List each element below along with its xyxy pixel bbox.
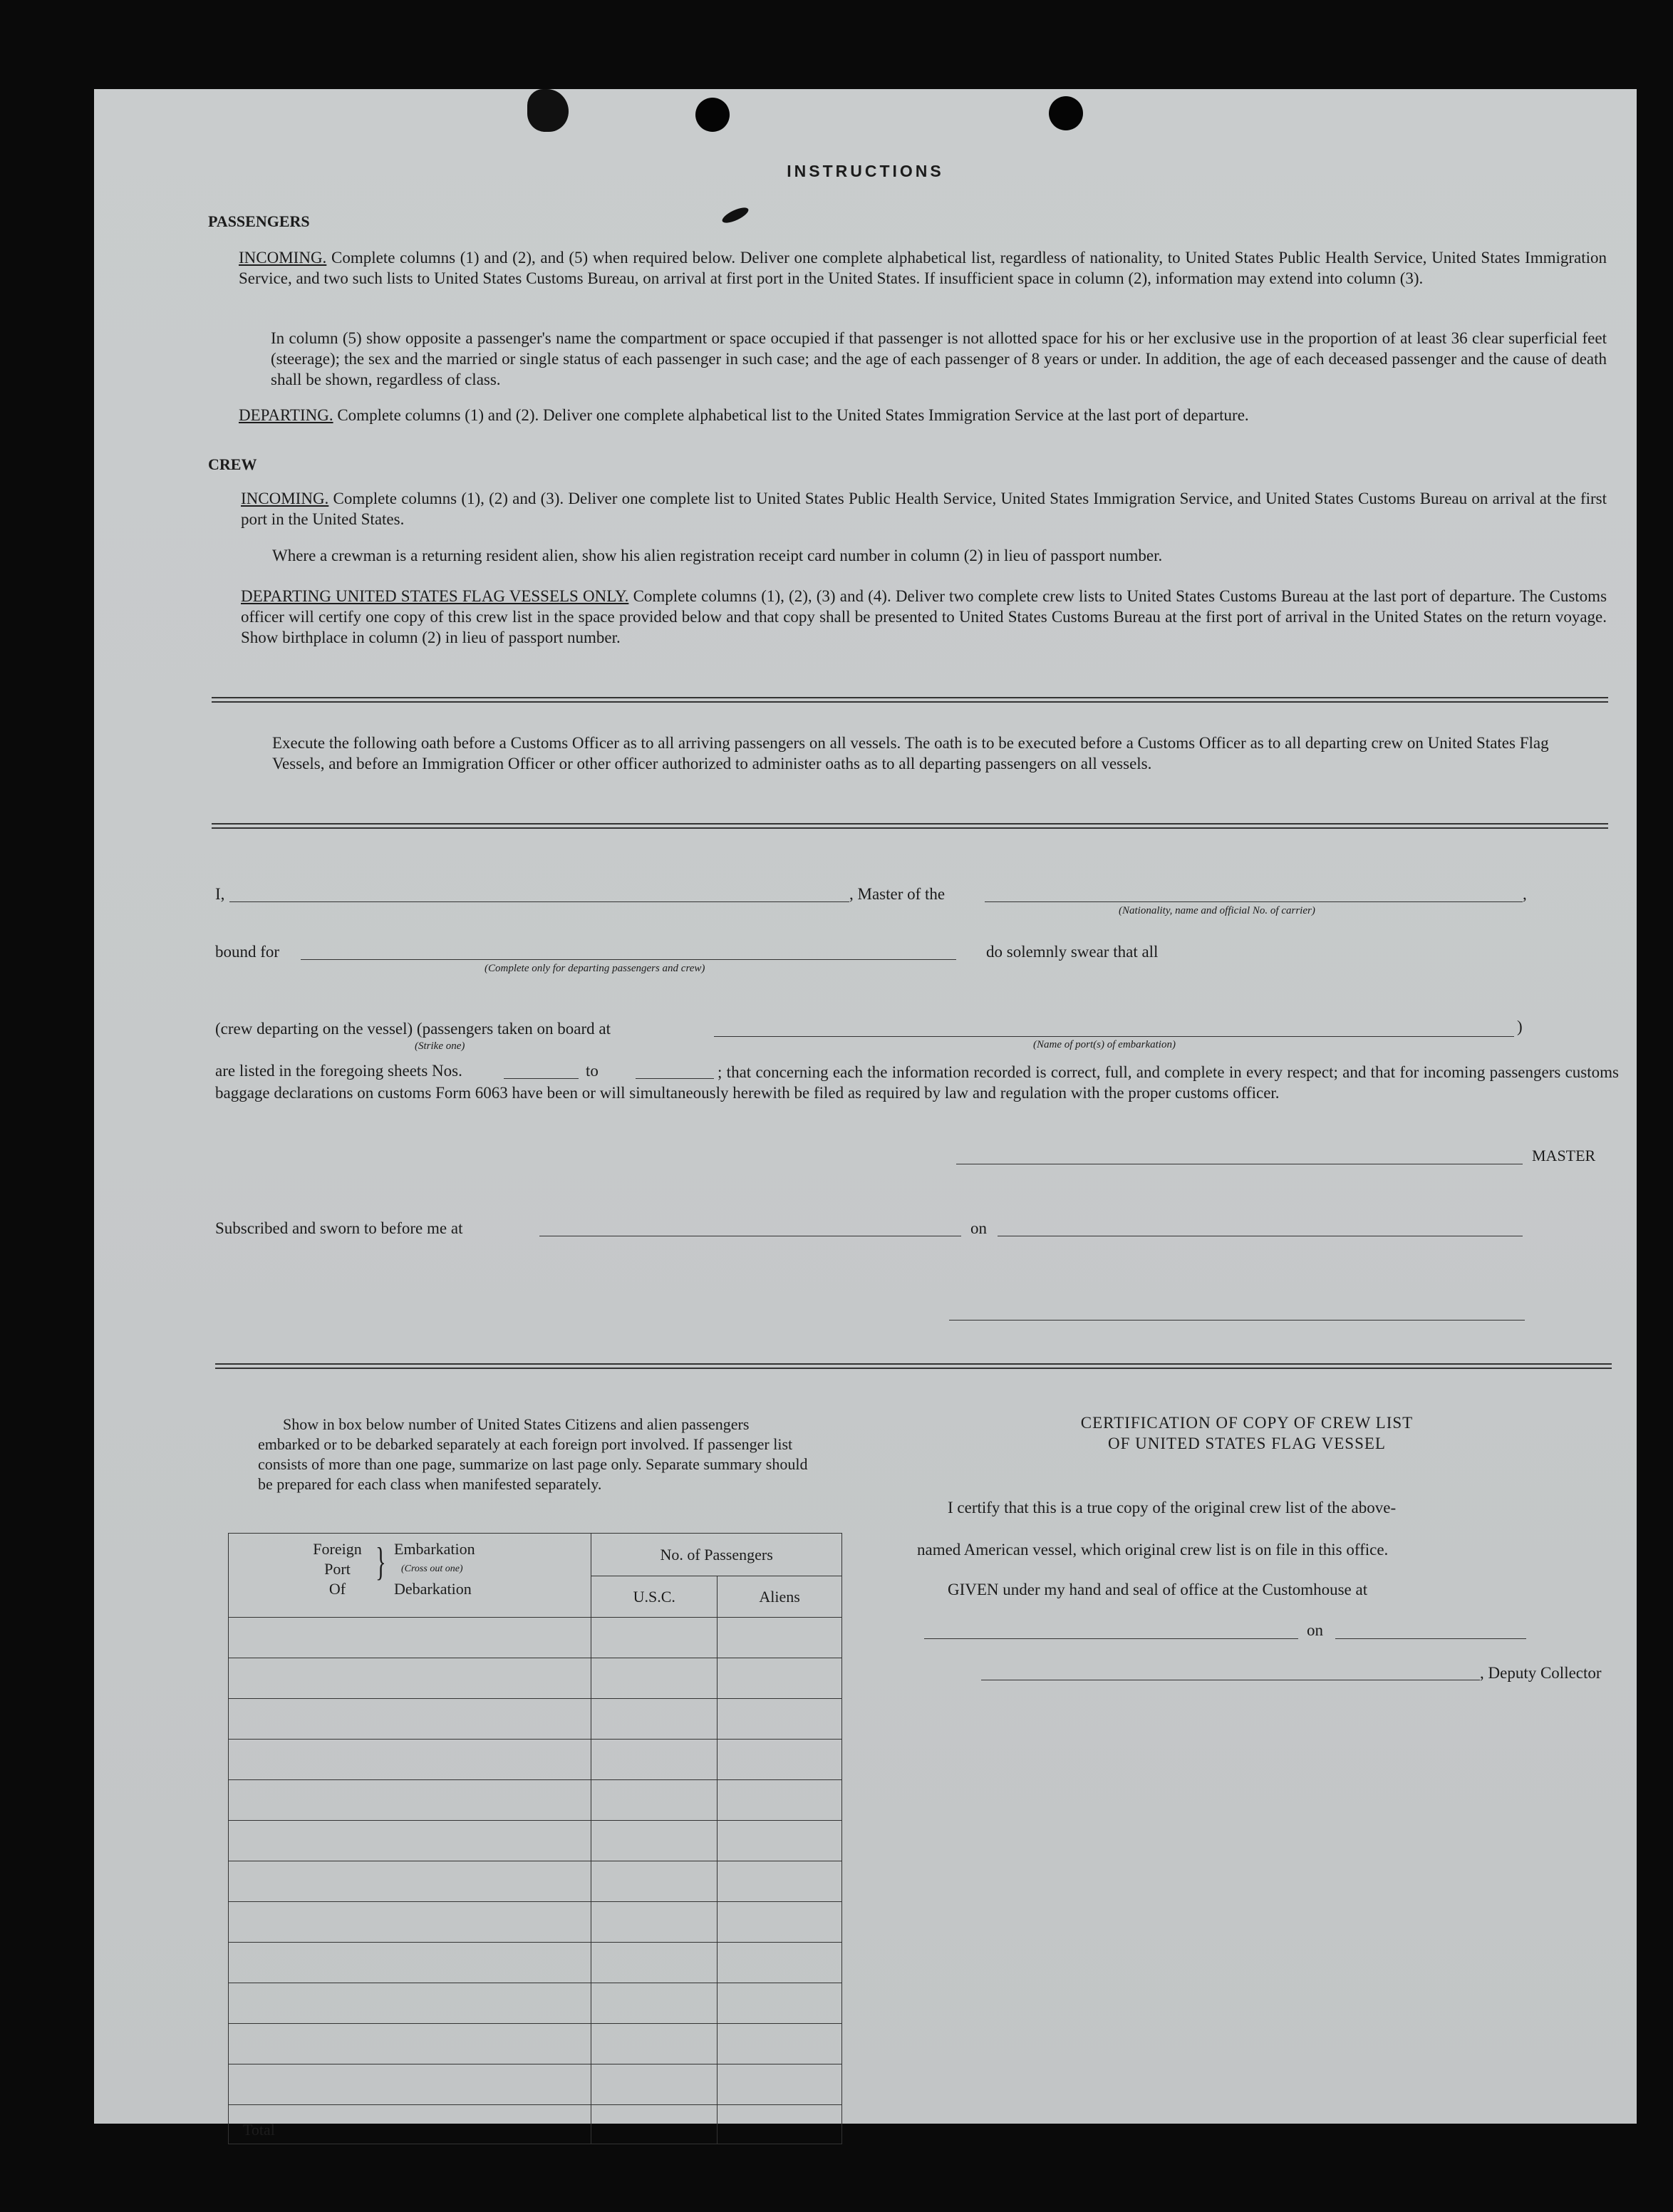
oath-i-label: I, bbox=[215, 885, 225, 903]
aliens-cell[interactable] bbox=[718, 1983, 842, 2024]
embarkation-port-field[interactable] bbox=[714, 1036, 1514, 1037]
port-cell[interactable] bbox=[229, 1943, 591, 1983]
embarkation-port-end: ) bbox=[1517, 1018, 1523, 1035]
bound-for-caption: (Complete only for departing passengers and crew) bbox=[485, 963, 705, 974]
usc-cell[interactable] bbox=[591, 1699, 718, 1740]
col-foreign: Foreign bbox=[313, 1540, 362, 1558]
bound-for-label: bound for bbox=[215, 943, 280, 961]
form-sheet bbox=[94, 89, 1637, 2139]
aliens-cell[interactable] bbox=[718, 1699, 842, 1740]
col-of: Of bbox=[328, 1580, 346, 1598]
total-aliens-cell[interactable] bbox=[718, 2105, 842, 2144]
crew-incoming-text: Complete columns (1), (2) and (3). Deliver one complete list to United States Public Health Service, United States Immigration Service, and United States Customs Bureau on arrival at the first port in the United States. bbox=[241, 490, 1607, 528]
usc-cell[interactable] bbox=[591, 2064, 718, 2105]
total-label: Total bbox=[243, 2121, 275, 2139]
col-aliens: Aliens bbox=[718, 1576, 842, 1618]
carrier-caption: (Nationality, name and official No. of carrier) bbox=[1119, 905, 1315, 916]
usc-cell[interactable] bbox=[591, 1902, 718, 1943]
passengers-incoming-label: INCOMING. bbox=[239, 249, 327, 267]
deputy-collector-label: , Deputy Collector bbox=[1480, 1664, 1602, 1682]
passengers-heading: PASSENGERS bbox=[208, 212, 310, 230]
total-label-cell bbox=[229, 2105, 591, 2144]
bound-for-field[interactable] bbox=[301, 959, 956, 960]
passengers-column5: In column (5) show opposite a passenger's name the compartment or space occupied if that passenger is not allotted space for his or her exclusive use in the proportion of at least 36 clear superficial feet (steerage); the sex and the married or single status of each passenger in such case; and the age of each passenger of 8 years or under. In addition, the age of each deceased passenger and the cause of death shall be shown, regardless of class. bbox=[271, 329, 1607, 388]
punch-hole-right bbox=[1049, 96, 1083, 130]
port-cell[interactable] bbox=[229, 2064, 591, 2105]
usc-cell[interactable] bbox=[591, 1780, 718, 1821]
passengers-departing-label: DEPARTING. bbox=[239, 406, 333, 424]
usc-cell[interactable] bbox=[591, 1861, 718, 1902]
crew-departing-text: Complete columns (1), (2), (3) and (4). Deliver two complete crew lists to United States Customs Bureau at the last port of departure. The Customs officer will certify one copy of this crew list in the space provided below and that copy shall be presented to United States Customs Bureau at the first port of arrival in the United States on the return voyage. Show birthplace in column (2) in lieu of passport number. bbox=[241, 587, 1607, 646]
aliens-cell[interactable] bbox=[718, 1943, 842, 1983]
crew-incoming bbox=[241, 488, 1607, 529]
aliens-cell[interactable] bbox=[718, 1821, 842, 1861]
port-cell[interactable] bbox=[229, 1821, 591, 1861]
passenger-summary-table bbox=[228, 1533, 842, 2144]
cert-date-field[interactable] bbox=[1335, 1638, 1526, 1639]
aliens-cell[interactable] bbox=[718, 2024, 842, 2064]
strike-one-caption: (Strike one) bbox=[415, 1040, 465, 1052]
port-cell[interactable] bbox=[229, 1780, 591, 1821]
col-usc: U.S.C. bbox=[591, 1576, 718, 1618]
passengers-departing-text: Complete columns (1) and (2). Deliver one complete alphabetical list to the United States Immigration Service at the last port of departure. bbox=[337, 406, 1249, 424]
master-name-field[interactable] bbox=[229, 901, 849, 902]
master-label: MASTER bbox=[1532, 1147, 1596, 1164]
subscribed-label: Subscribed and sworn to before me at bbox=[215, 1219, 463, 1237]
usc-cell[interactable] bbox=[591, 1943, 718, 1983]
customhouse-field[interactable] bbox=[924, 1638, 1298, 1639]
usc-cell[interactable] bbox=[591, 1618, 718, 1658]
summary-instructions: Show in box below number of United States Citizens and alien passengers embarked or to be debarked separately at each foreign port involved. If passenger list consists of more than one page, summarize on last page only. Separate summary should be prepared for each class when manifested separately. bbox=[258, 1415, 808, 1493]
divider-3 bbox=[215, 1363, 1612, 1369]
officer-signature-field[interactable] bbox=[949, 1320, 1525, 1321]
sworn-on-label: on bbox=[970, 1219, 987, 1237]
given-text: GIVEN under my hand and seal of office at the Customhouse at bbox=[948, 1581, 1368, 1598]
aliens-cell[interactable] bbox=[718, 1780, 842, 1821]
aliens-cell[interactable] bbox=[718, 1618, 842, 1658]
aliens-cell[interactable] bbox=[718, 2064, 842, 2105]
listed-prefix: are listed in the foregoing sheets Nos. bbox=[215, 1062, 462, 1080]
carrier-field[interactable] bbox=[985, 901, 1523, 902]
certify-line2: named American vessel, which original crew list is on file in this office. bbox=[917, 1541, 1389, 1559]
master-of-label: , Master of the bbox=[849, 885, 946, 903]
ink-mark bbox=[720, 205, 750, 226]
carrier-field-end: , bbox=[1523, 885, 1527, 903]
crew-departing bbox=[241, 586, 1607, 648]
passengers-departing bbox=[239, 405, 1607, 425]
aliens-cell[interactable] bbox=[718, 1861, 842, 1902]
port-cell[interactable] bbox=[229, 1861, 591, 1902]
crew-departing-label: DEPARTING UNITED STATES FLAG VESSELS ONLY. bbox=[241, 587, 629, 605]
passengers-incoming-text: Complete columns (1) and (2), and (5) when required below. Deliver one complete alphabetical list, regardless of nationality, to United States Public Health Service, United States Immigration Service, and two such lists to United States Customs Bureau, on arrival at first port in the United States. If insufficient space in column (2), information may extend into column (3). bbox=[239, 249, 1607, 287]
certification-title-line2: OF UNITED STATES FLAG VESSEL bbox=[1108, 1435, 1386, 1452]
crew-heading: CREW bbox=[208, 455, 257, 473]
listed-to: to bbox=[586, 1062, 599, 1080]
col-cross-out: (Cross out one) bbox=[401, 1564, 463, 1574]
col-debarkation: Debarkation bbox=[394, 1580, 472, 1598]
port-cell[interactable] bbox=[229, 1740, 591, 1780]
divider-2 bbox=[212, 823, 1608, 829]
aliens-cell[interactable] bbox=[718, 1740, 842, 1780]
punch-hole-left bbox=[695, 98, 730, 132]
usc-cell[interactable] bbox=[591, 1740, 718, 1780]
certify-line1: I certify that this is a true copy of the original crew list of the above- bbox=[948, 1499, 1397, 1516]
col-port: Port bbox=[324, 1560, 351, 1578]
crew-incoming-label: INCOMING. bbox=[241, 490, 329, 507]
aliens-cell[interactable] bbox=[718, 1658, 842, 1699]
port-caption: (Name of port(s) of embarkation) bbox=[1033, 1039, 1176, 1050]
brace-icon: } bbox=[375, 1540, 386, 1584]
col-embarkation: Embarkation bbox=[394, 1540, 475, 1558]
port-cell[interactable] bbox=[229, 1658, 591, 1699]
port-cell[interactable] bbox=[229, 1618, 591, 1658]
usc-cell[interactable] bbox=[591, 1658, 718, 1699]
crew-resident-alien: Where a crewman is a returning resident alien, show his alien registration receipt card number in column (2) in lieu of passport number. bbox=[272, 547, 1163, 564]
certification-title-line1: CERTIFICATION OF COPY OF CREW LIST bbox=[1080, 1414, 1414, 1432]
cert-on-label: on bbox=[1307, 1621, 1323, 1639]
port-cell[interactable] bbox=[229, 2024, 591, 2064]
col-no-passengers: No. of Passengers bbox=[591, 1534, 842, 1576]
do-swear-label: do solemnly swear that all bbox=[986, 943, 1159, 961]
aliens-cell[interactable] bbox=[718, 1902, 842, 1943]
port-cell[interactable] bbox=[229, 1699, 591, 1740]
header-port bbox=[229, 1534, 591, 1618]
usc-cell[interactable] bbox=[591, 1821, 718, 1861]
usc-cell[interactable] bbox=[591, 1983, 718, 2024]
certification-title bbox=[976, 1412, 1518, 1454]
port-cell[interactable] bbox=[229, 1902, 591, 1943]
instructions-title: INSTRUCTIONS bbox=[787, 162, 944, 180]
passengers-incoming bbox=[239, 247, 1607, 289]
port-cell[interactable] bbox=[229, 1983, 591, 2024]
total-usc-cell[interactable] bbox=[591, 2105, 718, 2144]
ink-blot bbox=[527, 89, 569, 132]
listed-text: ; that concerning each the information recorded is correct, full, and complete in every respect; and that for incoming passengers customs baggage declarations on customs Form 6063 have been or will simultaneously herewith be filed as required by law and regulation with the proper customs officer. bbox=[215, 1063, 1619, 1102]
oath-intro: Execute the following oath before a Customs Officer as to all arriving passengers on all vessels. The oath is to be executed before a Customs Officer as to all departing crew on United States Flag Vessels, and before an Immigration Officer or other officer authorized to administer oaths as to all departing passengers on all vessels. bbox=[272, 734, 1549, 772]
usc-cell[interactable] bbox=[591, 2024, 718, 2064]
divider-1 bbox=[212, 697, 1608, 703]
crew-passengers-label: (crew departing on the vessel) (passengers taken on board at bbox=[215, 1020, 611, 1038]
